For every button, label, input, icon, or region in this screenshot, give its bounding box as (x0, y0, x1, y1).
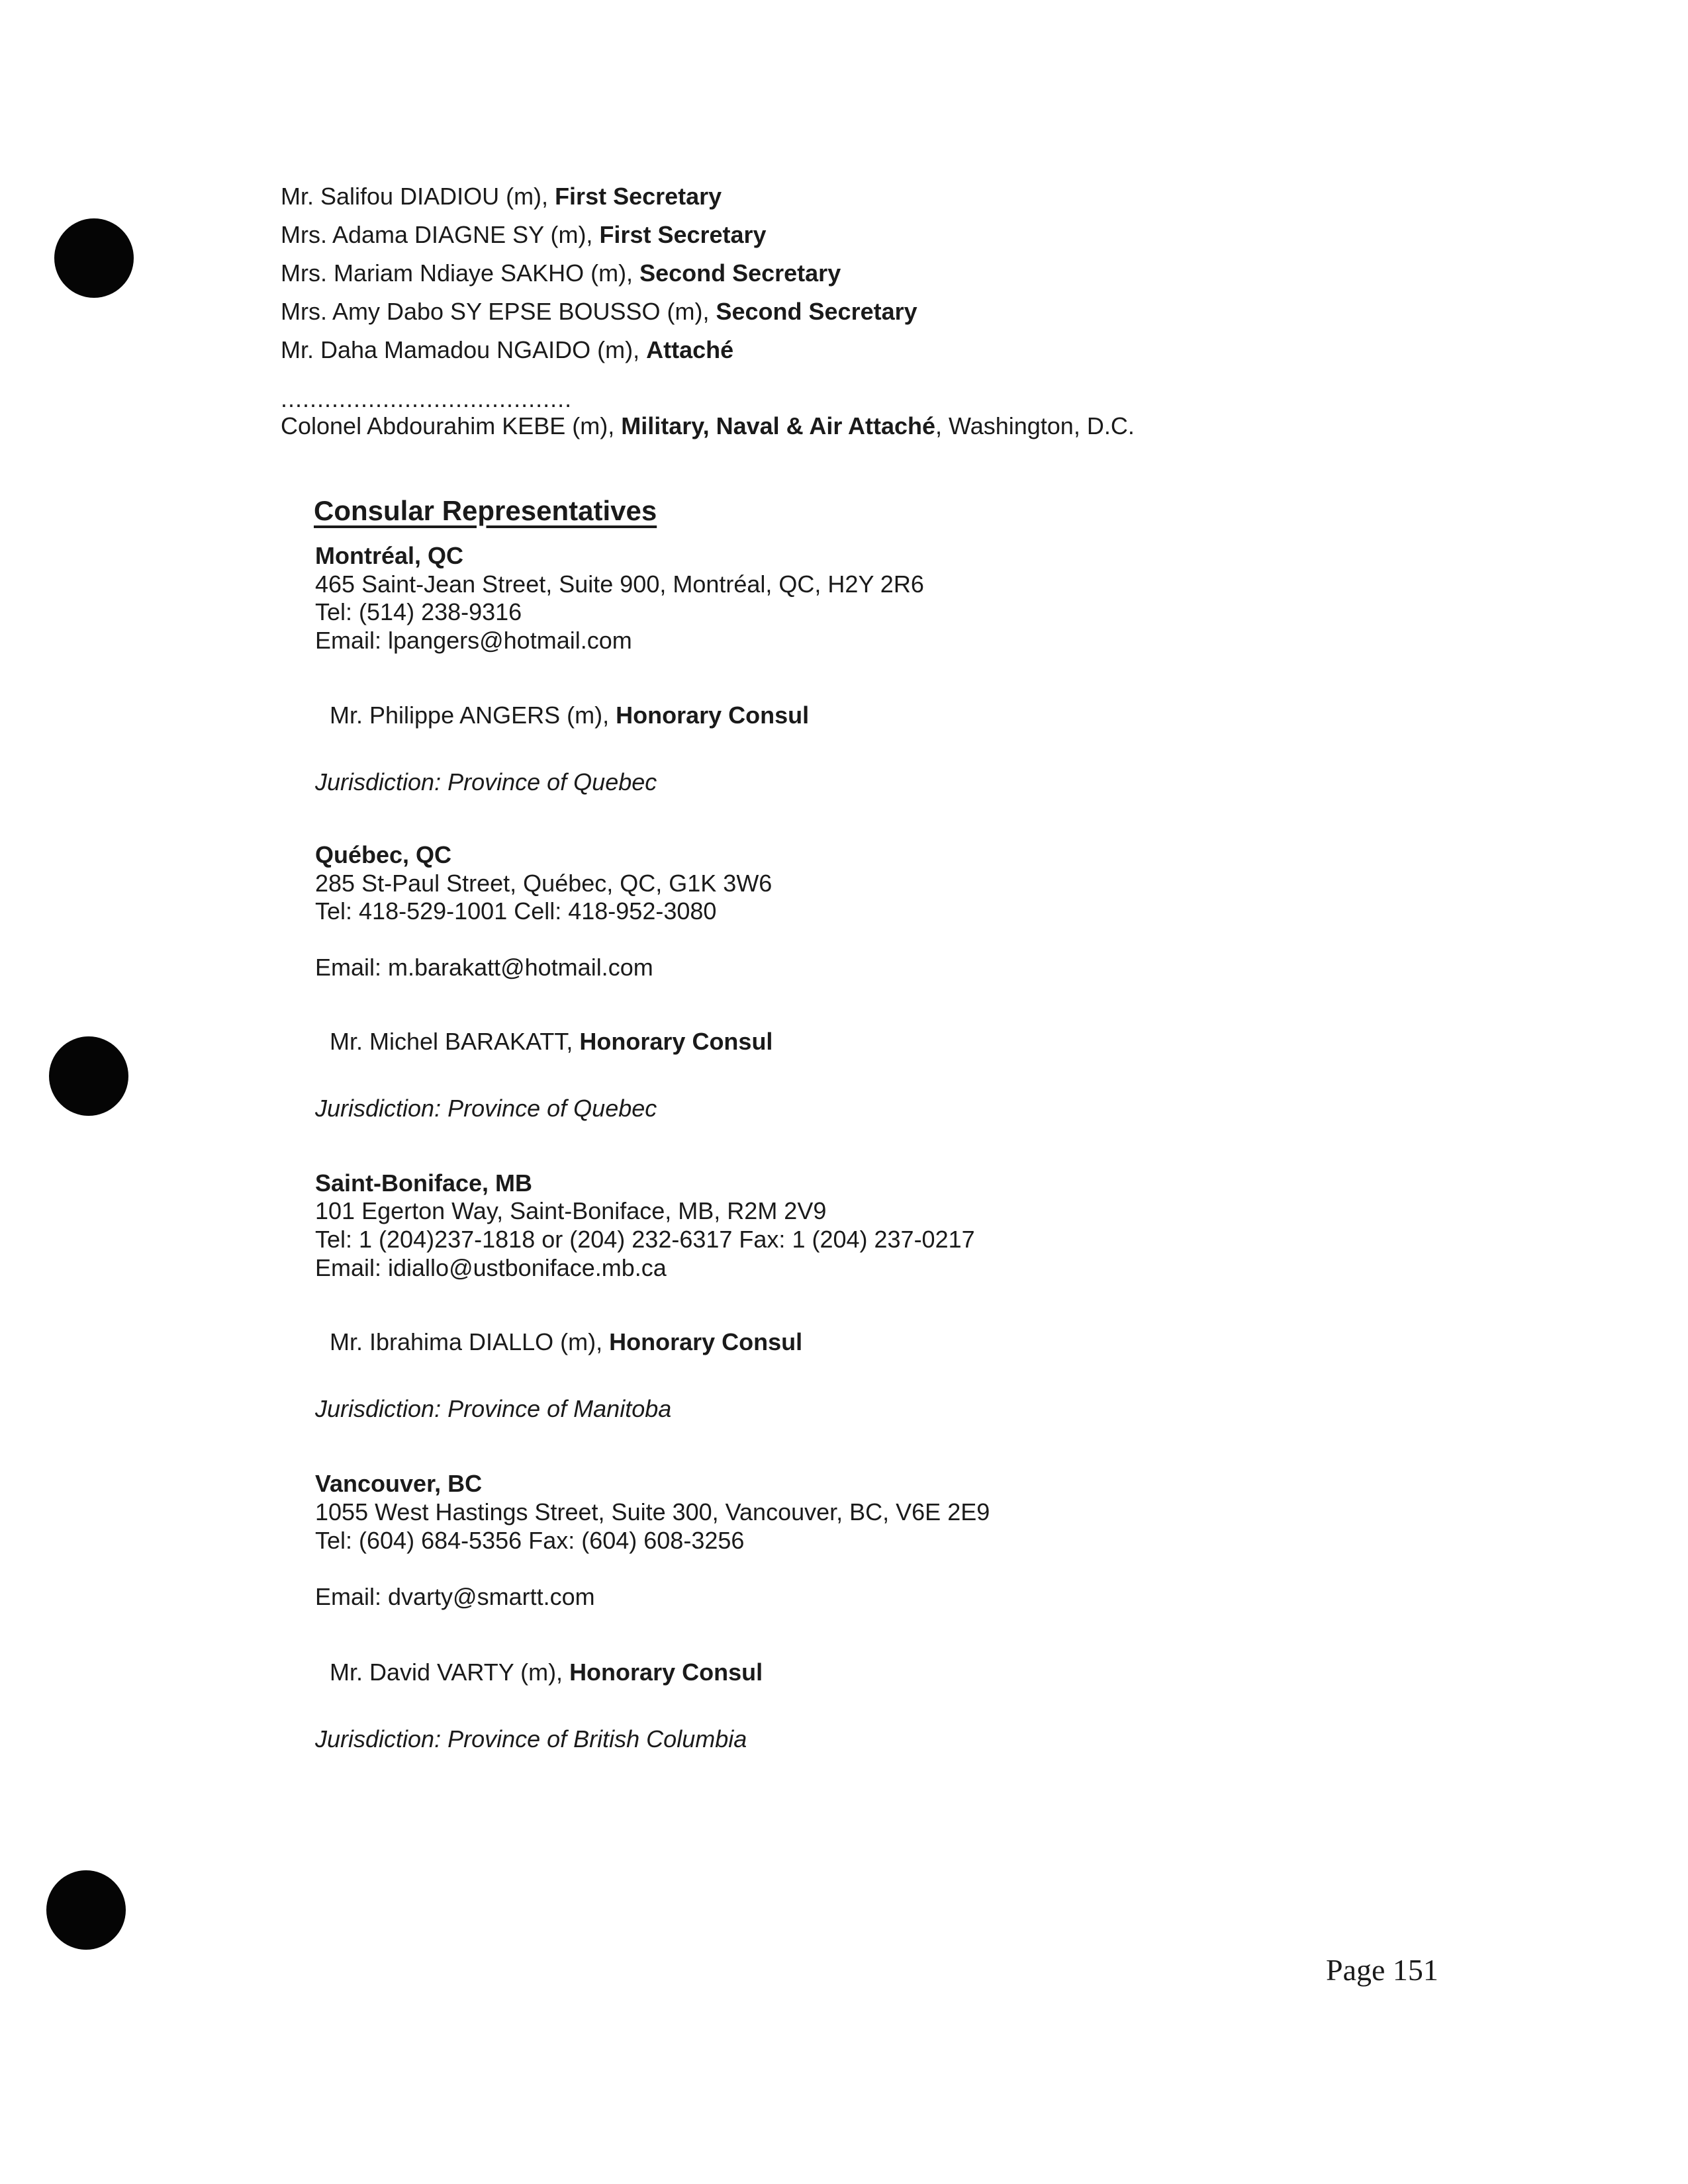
staff-name: Mr. Salifou DIADIOU (m), (281, 183, 555, 210)
consulate-address: 285 St-Paul Street, Québec, QC, G1K 3W6 (315, 870, 773, 897)
consulate-jurisdiction: Jurisdiction: Province of British Columbia (315, 1725, 747, 1752)
consul-line (330, 1027, 773, 1056)
consul-name: Mr. Michel BARAKATT, (330, 1028, 580, 1055)
consulate-email: Email: m.barakatt@hotmail.com (315, 954, 653, 981)
consulate-city: Québec, QC (315, 841, 452, 868)
attache-name: Colonel Abdourahim KEBE (m), (281, 412, 622, 439)
consul-line (330, 1328, 802, 1357)
consulate-city: Vancouver, BC (315, 1470, 483, 1497)
staff-title: First Secretary (599, 221, 767, 248)
staff-name: Mrs. Adama DIAGNE SY (m), (281, 221, 600, 248)
dotted-separator: ........................................ (281, 385, 573, 412)
staff-line (281, 297, 917, 326)
consul-title: Honorary Consul (609, 1328, 803, 1355)
staff-name: Mrs. Amy Dabo SY EPSE BOUSSO (m), (281, 298, 716, 325)
staff-line (281, 259, 841, 288)
staff-name: Mrs. Mariam Ndiaye SAKHO (m), (281, 259, 640, 287)
consulate-tel: Tel: 418-529-1001 Cell: 418-952-3080 (315, 897, 717, 925)
consulate-city: Montréal, QC (315, 542, 464, 569)
consulate-tel: Tel: (514) 238-9316 (315, 598, 522, 625)
consul-name: Mr. Philippe ANGERS (m), (330, 702, 616, 729)
consulate-jurisdiction: Jurisdiction: Province of Quebec (315, 768, 657, 796)
consulate-jurisdiction: Jurisdiction: Province of Manitoba (315, 1395, 672, 1422)
attache-line (281, 412, 1135, 441)
consulate-city: Saint-Boniface, MB (315, 1169, 533, 1197)
staff-title: Attaché (646, 336, 734, 363)
consulate-tel: Tel: (604) 684-5356 Fax: (604) 608-3256 (315, 1527, 745, 1554)
consul-line (330, 1658, 763, 1687)
staff-line (281, 336, 733, 365)
punch-hole-top (54, 218, 134, 298)
punch-hole-middle (49, 1036, 128, 1116)
staff-title: Second Secretary (716, 298, 917, 325)
section-heading: Consular Representatives (314, 495, 657, 526)
attache-title: Military, Naval & Air Attaché (621, 412, 936, 439)
consul-title: Honorary Consul (579, 1028, 773, 1055)
consul-title: Honorary Consul (569, 1659, 763, 1686)
staff-line (281, 182, 722, 211)
page-number: Page 151 (1326, 1953, 1438, 1987)
consulate-email: Email: idiallo@ustboniface.mb.ca (315, 1254, 667, 1281)
consulate-email: Email: lpangers@hotmail.com (315, 627, 632, 654)
staff-title: First Secretary (555, 183, 722, 210)
consul-name: Mr. Ibrahima DIALLO (m), (330, 1328, 610, 1355)
consul-title: Honorary Consul (616, 702, 810, 729)
staff-name: Mr. Daha Mamadou NGAIDO (m), (281, 336, 647, 363)
consul-line (330, 701, 809, 730)
consulate-address: 101 Egerton Way, Saint-Boniface, MB, R2M 2V9 (315, 1197, 827, 1224)
staff-line (281, 220, 767, 250)
consul-name: Mr. David VARTY (m), (330, 1659, 570, 1686)
consulate-address: 1055 West Hastings Street, Suite 300, Vancouver, BC, V6E 2E9 (315, 1498, 990, 1525)
attache-location: , Washington, D.C. (935, 412, 1135, 439)
consulate-jurisdiction: Jurisdiction: Province of Quebec (315, 1095, 657, 1122)
staff-title: Second Secretary (639, 259, 841, 287)
consulate-email: Email: dvarty@smartt.com (315, 1583, 595, 1610)
consulate-address: 465 Saint-Jean Street, Suite 900, Montréal, QC, H2Y 2R6 (315, 570, 924, 598)
punch-hole-bottom (46, 1870, 126, 1950)
consulate-tel: Tel: 1 (204)237-1818 or (204) 232-6317 Fax: 1 (204) 237-0217 (315, 1226, 975, 1253)
